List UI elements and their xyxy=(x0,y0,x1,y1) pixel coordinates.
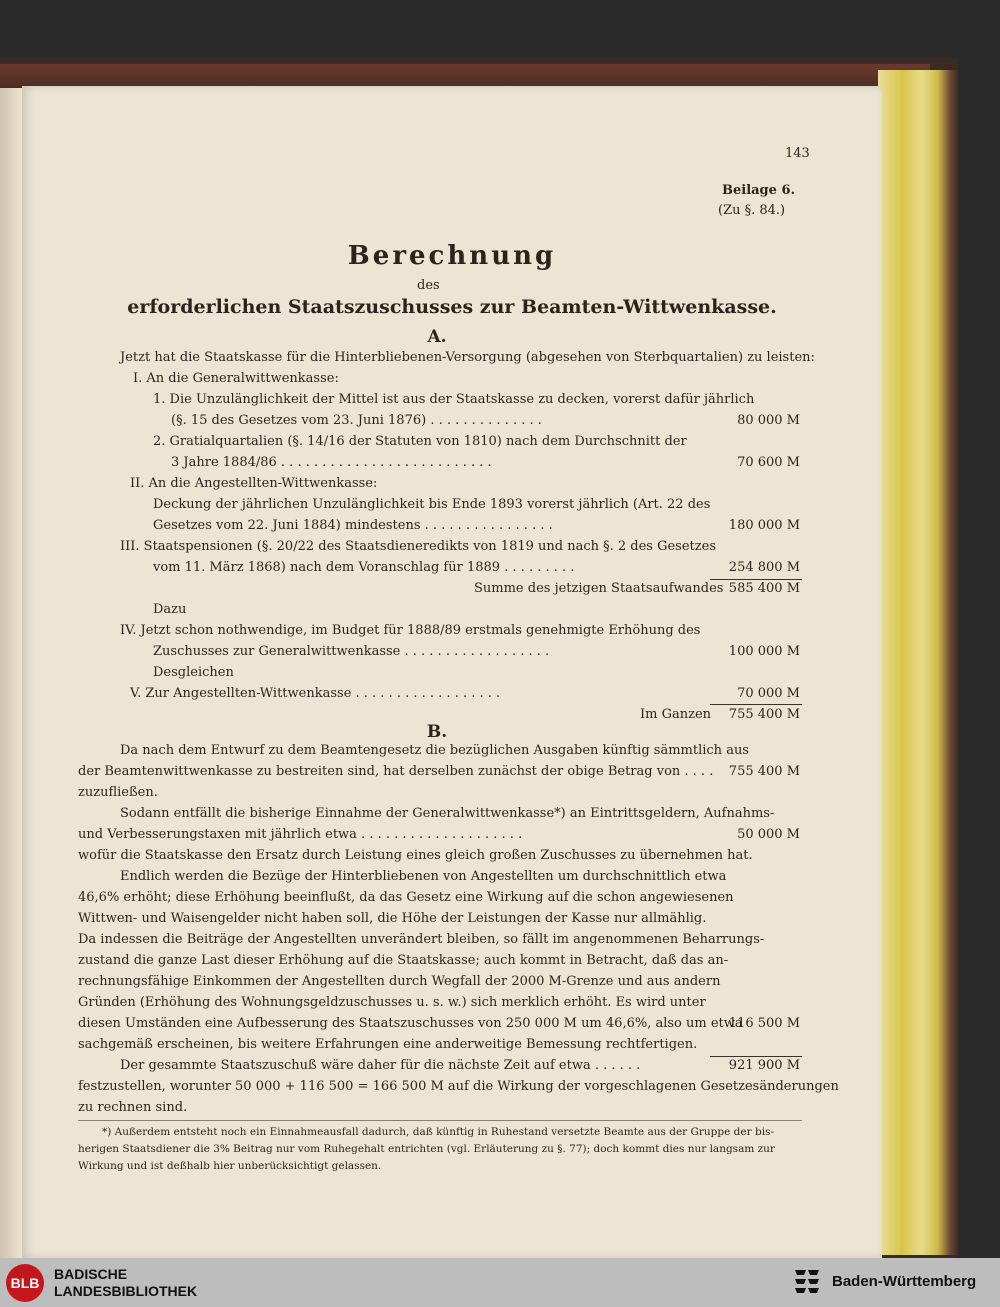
text-line: festzustellen, worunter 50 000 + 116 500 = 166 500 M auf die Wirkung der vorgeschlagenen Gesetzesänderungen xyxy=(78,1079,839,1094)
total-rule xyxy=(710,704,802,705)
library-name-line1: BADISCHE xyxy=(54,1266,128,1282)
text-line: 1. Die Unzulänglichkeit der Mittel ist aus der Staatskasse zu decken, vorerst dafür jährlich xyxy=(153,392,755,407)
text-line: Deckung der jährlichen Unzulänglichkeit bis Ende 1893 vorerst jährlich (Art. 22 des xyxy=(153,497,711,512)
amount: 80 000 M xyxy=(737,413,800,428)
footnote-rule xyxy=(78,1120,802,1121)
text-line: wofür die Staatskasse den Ersatz durch Leistung eines gleich großen Zuschusses zu übernehmen hat. xyxy=(78,848,753,863)
text-line: 46,6% erhöht; diese Erhöhung beeinflußt, da das Gesetz eine Wirkung auf die schon angewiesenen xyxy=(78,890,734,905)
text-line: Gründen (Erhöhung des Wohnungsgeldzuschusses u. s. w.) sich merklich erhöht. Es wird unter xyxy=(78,995,706,1010)
text-line: Da indessen die Beiträge der Angestellten unverändert bleiben, so fällt im angenommenen Beharrungs- xyxy=(78,932,765,947)
text-line: II. An die Angestellten-Wittwenkasse: xyxy=(130,476,378,491)
text-line: I. An die Generalwittwenkasse: xyxy=(133,371,339,386)
amount: 70 600 M xyxy=(737,455,800,470)
amount: 70 000 M xyxy=(737,686,800,701)
sum-rule xyxy=(710,579,802,580)
text-line: 2. Gratialquartalien (§. 14/16 der Statuten von 1810) nach dem Durchschnitt der xyxy=(153,434,687,449)
text-line: Summe des jetzigen Staatsaufwandes xyxy=(474,581,724,596)
text-line: Jetzt hat die Staatskasse für die Hinterbliebenen-Versorgung (abgesehen von Sterbquartalien) zu leisten: xyxy=(120,350,815,365)
amount: 180 000 M xyxy=(728,518,800,533)
text-line: diesen Umständen eine Aufbesserung des Staatszuschusses von 250 000 M um 46,6%, also um etwa xyxy=(78,1016,743,1031)
state-label[interactable]: Baden-Württemberg xyxy=(832,1273,977,1290)
text-line: vom 11. März 1868) nach dem Voranschlag für 1889 . . . . . . . . . xyxy=(153,560,575,575)
text-line: Zuschusses zur Generalwittwenkasse . . . . . . . . . . . . . . . . . . xyxy=(153,644,550,659)
reference-label: (Zu §. 84.) xyxy=(718,203,786,218)
section-a-heading: A. xyxy=(427,327,447,347)
footnote-line: Wirkung und ist deßhalb hier unberücksichtigt gelassen. xyxy=(78,1160,382,1172)
page-edges xyxy=(878,70,958,1255)
grand-total-rule xyxy=(710,1056,802,1057)
amount: 755 400 M xyxy=(728,764,800,779)
text-line: der Beamtenwittwenkasse zu bestreiten sind, hat derselben zunächst der obige Betrag von . . . . xyxy=(78,764,714,779)
text-line: (§. 15 des Gesetzes vom 23. Juni 1876) . . . . . . . . . . . . . . xyxy=(171,413,542,428)
document-page xyxy=(22,86,882,1258)
text-line: zu rechnen sind. xyxy=(78,1100,188,1115)
text-line: 3 Jahre 1884/86 . . . . . . . . . . . . . . . . . . . . . . . . . . xyxy=(171,455,492,470)
footnote-line: *) Außerdem entsteht noch ein Einnahmeausfall dadurch, daß künftig in Ruhestand versetzte Beamte aus der Gruppe der bis- xyxy=(102,1126,774,1138)
text-line: Wittwen- und Waisengelder nicht haben soll, die Höhe der Leistungen der Kasse nur allmählig. xyxy=(78,911,707,926)
beilage-label: Beilage 6. xyxy=(722,183,796,198)
text-line: Desgleichen xyxy=(153,665,234,680)
amount: 585 400 M xyxy=(728,581,800,596)
page-subtitle: erforderlichen Staatszuschusses zur Beamten-Wittwenkasse. xyxy=(127,296,777,318)
text-line: Dazu xyxy=(153,602,187,617)
text-line: Sodann entfällt die bisherige Einnahme der Generalwittwenkasse*) an Eintrittsgeldern, Aufnahms- xyxy=(120,806,775,821)
text-line: IV. Jetzt schon nothwendige, im Budget für 1888/89 erstmals genehmigte Erhöhung des xyxy=(120,623,701,638)
text-line: rechnungsfähige Einkommen der Angestellten durch Wegfall der 2000 M-Grenze und aus andern xyxy=(78,974,721,989)
library-name-line2: LANDESBIBLIOTHEK xyxy=(54,1283,198,1299)
text-line: Der gesammte Staatszuschuß wäre daher für die nächste Zeit auf etwa . . . . . . xyxy=(120,1058,641,1073)
section-b-heading: B. xyxy=(426,722,448,742)
amount: 921 900 M xyxy=(728,1058,800,1073)
text-line: Endlich werden die Bezüge der Hinterbliebenen von Angestellten um durchschnittlich etwa xyxy=(120,869,727,884)
text-line: zustand die ganze Last dieser Erhöhung auf die Staatskasse; auch kommt in Betracht, daß das an- xyxy=(78,953,729,968)
page-number: 143 xyxy=(785,146,810,161)
text-line: Im Ganzen xyxy=(640,707,712,722)
page-title: Berechnung xyxy=(347,241,557,271)
blb-logo[interactable]: BLB xyxy=(6,1264,44,1302)
amount: 116 500 M xyxy=(728,1016,800,1031)
text-line: sachgemäß erscheinen, bis weitere Erfahrungen eine anderweitige Bemessung rechtfertigen. xyxy=(78,1037,698,1052)
amount: 100 000 M xyxy=(728,644,800,659)
text-line: zuzufließen. xyxy=(78,785,158,800)
amount: 50 000 M xyxy=(737,827,800,842)
library-name[interactable] xyxy=(54,1266,197,1300)
footnote-line: herigen Staatsdiener die 3% Beitrag nur vom Ruhegehalt entrichten (vgl. Erläuterung zu §. 77); doch kommt dies nur langsam zur xyxy=(78,1143,775,1155)
text-line: V. Zur Angestellten-Wittwenkasse . . . . . . . . . . . . . . . . . . xyxy=(130,686,501,701)
viewer-footer-bar xyxy=(0,1258,1000,1307)
amount: 254 800 M xyxy=(728,560,800,575)
text-line: Da nach dem Entwurf zu dem Beamtengesetz die bezüglichen Ausgaben künftig sämmtlich aus xyxy=(120,743,749,758)
text-line: Gesetzes vom 22. Juni 1884) mindestens . . . . . . . . . . . . . . . . xyxy=(153,518,553,533)
amount: 755 400 M xyxy=(728,707,800,722)
left-page-edge xyxy=(0,88,22,1260)
text-line: III. Staatspensionen (§. 20/22 des Staatsdieneredikts von 1819 und nach §. 2 des Gesetzes xyxy=(120,539,716,554)
title-connector: des xyxy=(417,278,440,293)
baden-wuerttemberg-lions-icon xyxy=(792,1266,822,1300)
text-line: und Verbesserungstaxen mit jährlich etwa . . . . . . . . . . . . . . . . . . . . xyxy=(78,827,523,842)
